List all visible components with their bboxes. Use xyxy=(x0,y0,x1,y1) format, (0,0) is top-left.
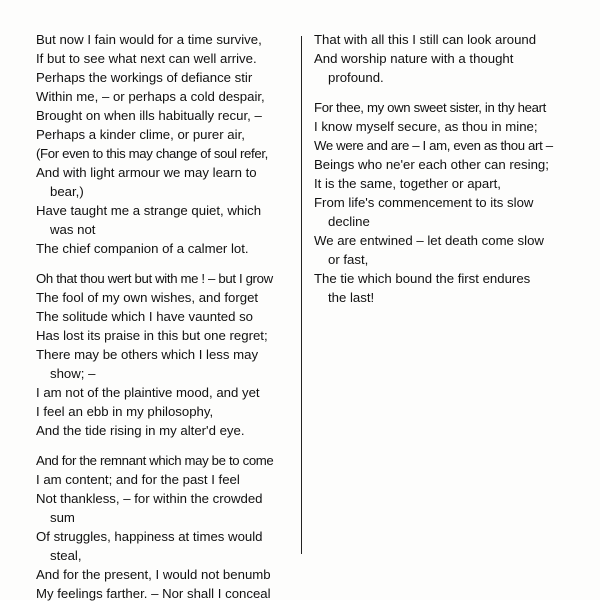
verse-line-continuation: or fast, xyxy=(328,252,369,267)
verse-line: We are entwined – let death come slow xyxy=(314,233,544,248)
verse-line: And for the present, I would not benumb xyxy=(36,567,271,582)
verse-line: If but to see what next can well arrive. xyxy=(36,51,257,66)
left-column xyxy=(36,30,292,614)
verse-line: It is the same, together or apart, xyxy=(314,176,501,191)
verse-line: And with light armour we may learn to xyxy=(36,165,257,180)
verse-line-continuation: bear,) xyxy=(50,184,84,199)
verse-line: The tie which bound the first endures xyxy=(314,271,531,286)
stanza-2 xyxy=(36,269,292,440)
verse-line: We were and are – I am, even as thou art – xyxy=(314,138,553,153)
verse-line-continuation: profound. xyxy=(328,70,384,85)
verse-line: Beings who ne'er each other can resing; xyxy=(314,157,549,172)
verse-line: And the tide rising in my alter'd eye. xyxy=(36,423,245,438)
verse-line: And worship nature with a thought xyxy=(314,51,514,66)
verse-line: But now I fain would for a time survive, xyxy=(36,32,262,47)
verse-line: I know myself secure, as thou in mine; xyxy=(314,119,538,134)
verse-line-continuation: was not xyxy=(50,222,96,237)
column-divider xyxy=(301,36,302,554)
verse-line: I am not of the plaintive mood, and yet xyxy=(36,385,260,400)
stanza-5 xyxy=(314,98,576,307)
verse-line: Perhaps a kinder clime, or purer air, xyxy=(36,127,245,142)
verse-line: There may be others which I less may xyxy=(36,347,259,362)
verse-line: Not thankless, – for within the crowded xyxy=(36,491,263,506)
verse-line: For thee, my own sweet sister, in thy heart xyxy=(314,100,546,115)
verse-line: Of struggles, happiness at times would xyxy=(36,529,263,544)
verse-line: Brought on when ills habitually recur, – xyxy=(36,108,262,123)
verse-line: The solitude which I have vaunted so xyxy=(36,309,253,324)
verse-line-continuation: show; – xyxy=(50,366,96,381)
stanza-1 xyxy=(36,30,292,258)
verse-line-continuation: the last! xyxy=(328,290,375,305)
stanza-4 xyxy=(314,30,576,87)
verse-line: The fool of my own wishes, and forget xyxy=(36,290,259,305)
verse-line: Has lost its praise in this but one regret; xyxy=(36,328,268,343)
verse-line: My feelings farther. – Nor shall I conceal xyxy=(36,586,271,601)
right-column xyxy=(314,30,576,318)
verse-line: The chief companion of a calmer lot. xyxy=(36,241,249,256)
verse-line: I am content; and for the past I feel xyxy=(36,472,240,487)
verse-line: (For even to this may change of soul refer, xyxy=(36,146,268,161)
verse-line-continuation: decline xyxy=(328,214,370,229)
verse-line: That with all this I still can look around xyxy=(314,32,537,47)
verse-line: From life's commencement to its slow xyxy=(314,195,534,210)
verse-line: Have taught me a strange quiet, which xyxy=(36,203,262,218)
verse-line: Within me, – or perhaps a cold despair, xyxy=(36,89,265,104)
verse-line: I feel an ebb in my philosophy, xyxy=(36,404,214,419)
verse-line: And for the remnant which may be to come xyxy=(36,453,274,468)
verse-line-continuation: steal, xyxy=(50,548,82,563)
verse-line: Oh that thou wert but with me ! – but I grow xyxy=(36,271,273,286)
verse-line: Perhaps the workings of defiance stir xyxy=(36,70,253,85)
stanza-3 xyxy=(36,451,292,603)
verse-line-continuation: sum xyxy=(50,510,75,525)
